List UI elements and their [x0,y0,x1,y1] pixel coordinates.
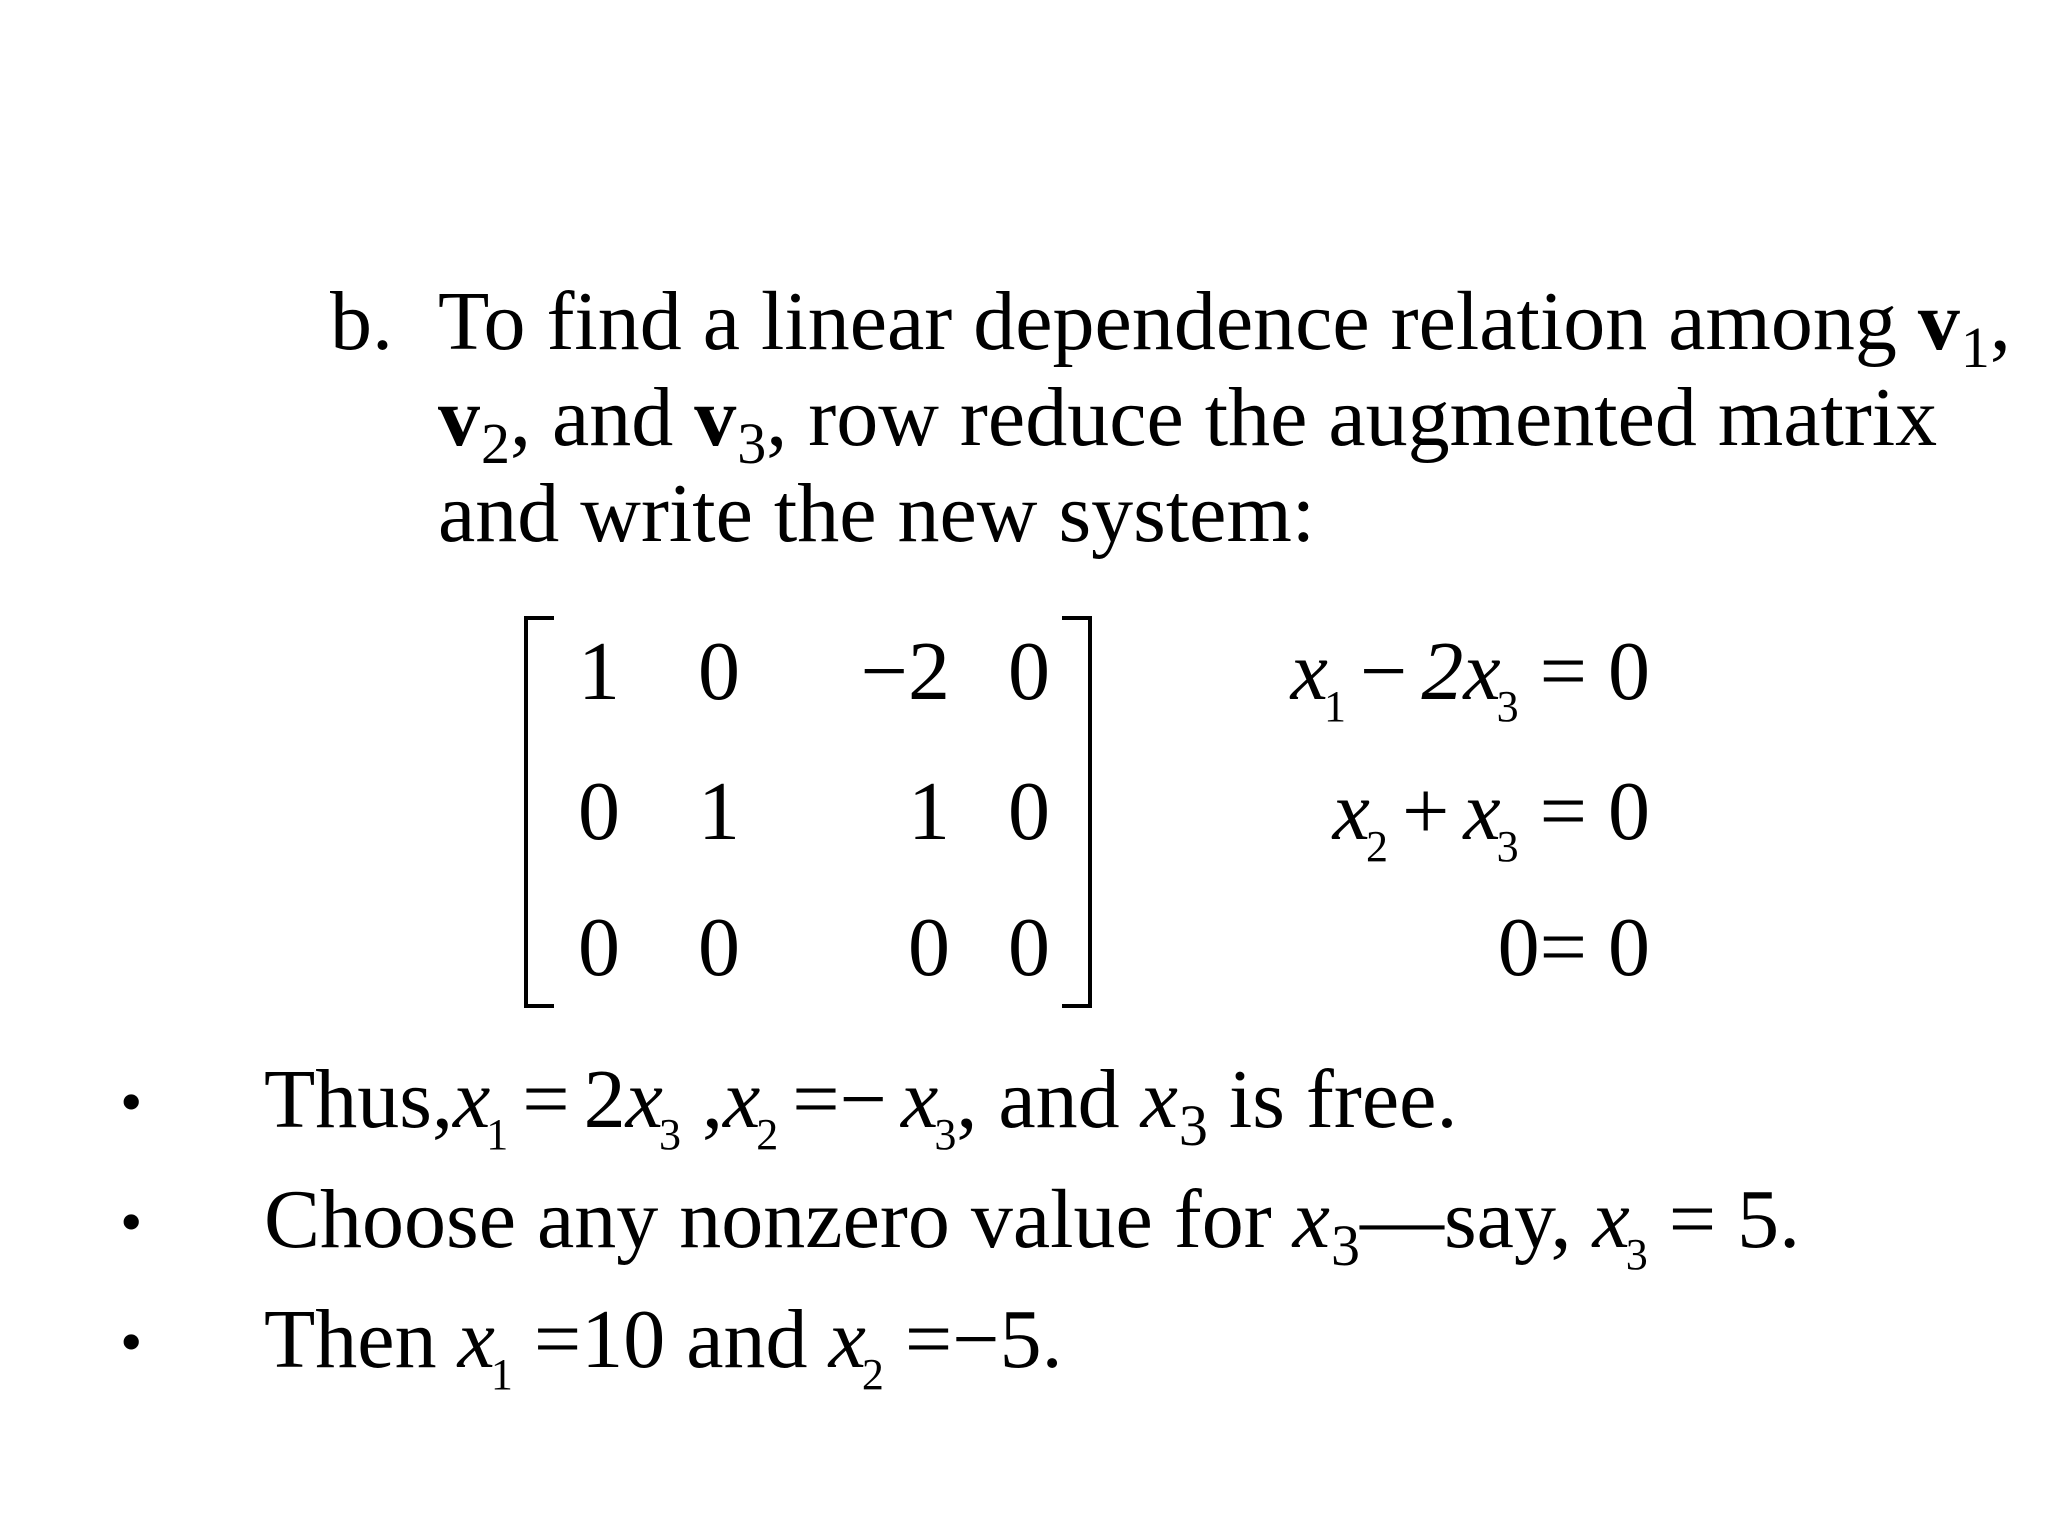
matrix-cell: 0 [1008,901,1050,994]
equation-3: 0= 0 [1497,901,1650,994]
matrix-cell: 0 [578,765,620,858]
matrix-cell: 0 [1008,765,1050,858]
equation-1: $x_1 - 2x_3 = 0$ [1290,625,1650,731]
bullet-3-text: Then $x_1 =10$ and $x_2 =-5$. [264,1293,1063,1399]
matrix-cell: 0 [1008,625,1050,718]
intro-line-1-text: To find a linear dependence relation among [438,275,1918,368]
bullet-2-text: Choose any nonzero value for $x_3—say$, $x_3 = 5$. [264,1173,1801,1279]
bullet-dot: • [120,1186,143,1257]
matrix-cell: −2 [860,625,950,718]
bullet-dot: • [120,1306,143,1377]
matrix-cell: 0 [908,901,950,994]
bullet-1-text: $Thus,x_1 = 2x_3$ $,x_2 =- x_3$, and $x_3$ is free. [264,1053,1458,1159]
vector-v3: $v_3$ [694,371,767,476]
item-marker: b. [330,275,393,368]
matrix-cell: 0 [698,901,740,994]
matrix-right-bracket [1062,616,1092,1008]
vector-v1: $v_1$ [1917,275,1990,380]
matrix-cell: 1 [908,765,950,858]
equation-2: $x_2 + x_3 = 0$ [1332,765,1650,871]
intro-line-3: and write the new system: [438,467,1316,560]
matrix-cell: 1 [698,765,740,858]
bullet-dot: • [120,1066,143,1137]
matrix-cell: 0 [578,901,620,994]
matrix-cell: 1 [578,625,620,718]
intro-line-1: To find a linear dependence relation among $v_1$, [438,275,2011,380]
matrix-cell: 0 [698,625,740,718]
intro-line-2: $v_2$, and $v_3$, row reduce the augmented matrix [438,371,1938,476]
vector-v2: $v_2$ [438,371,510,476]
